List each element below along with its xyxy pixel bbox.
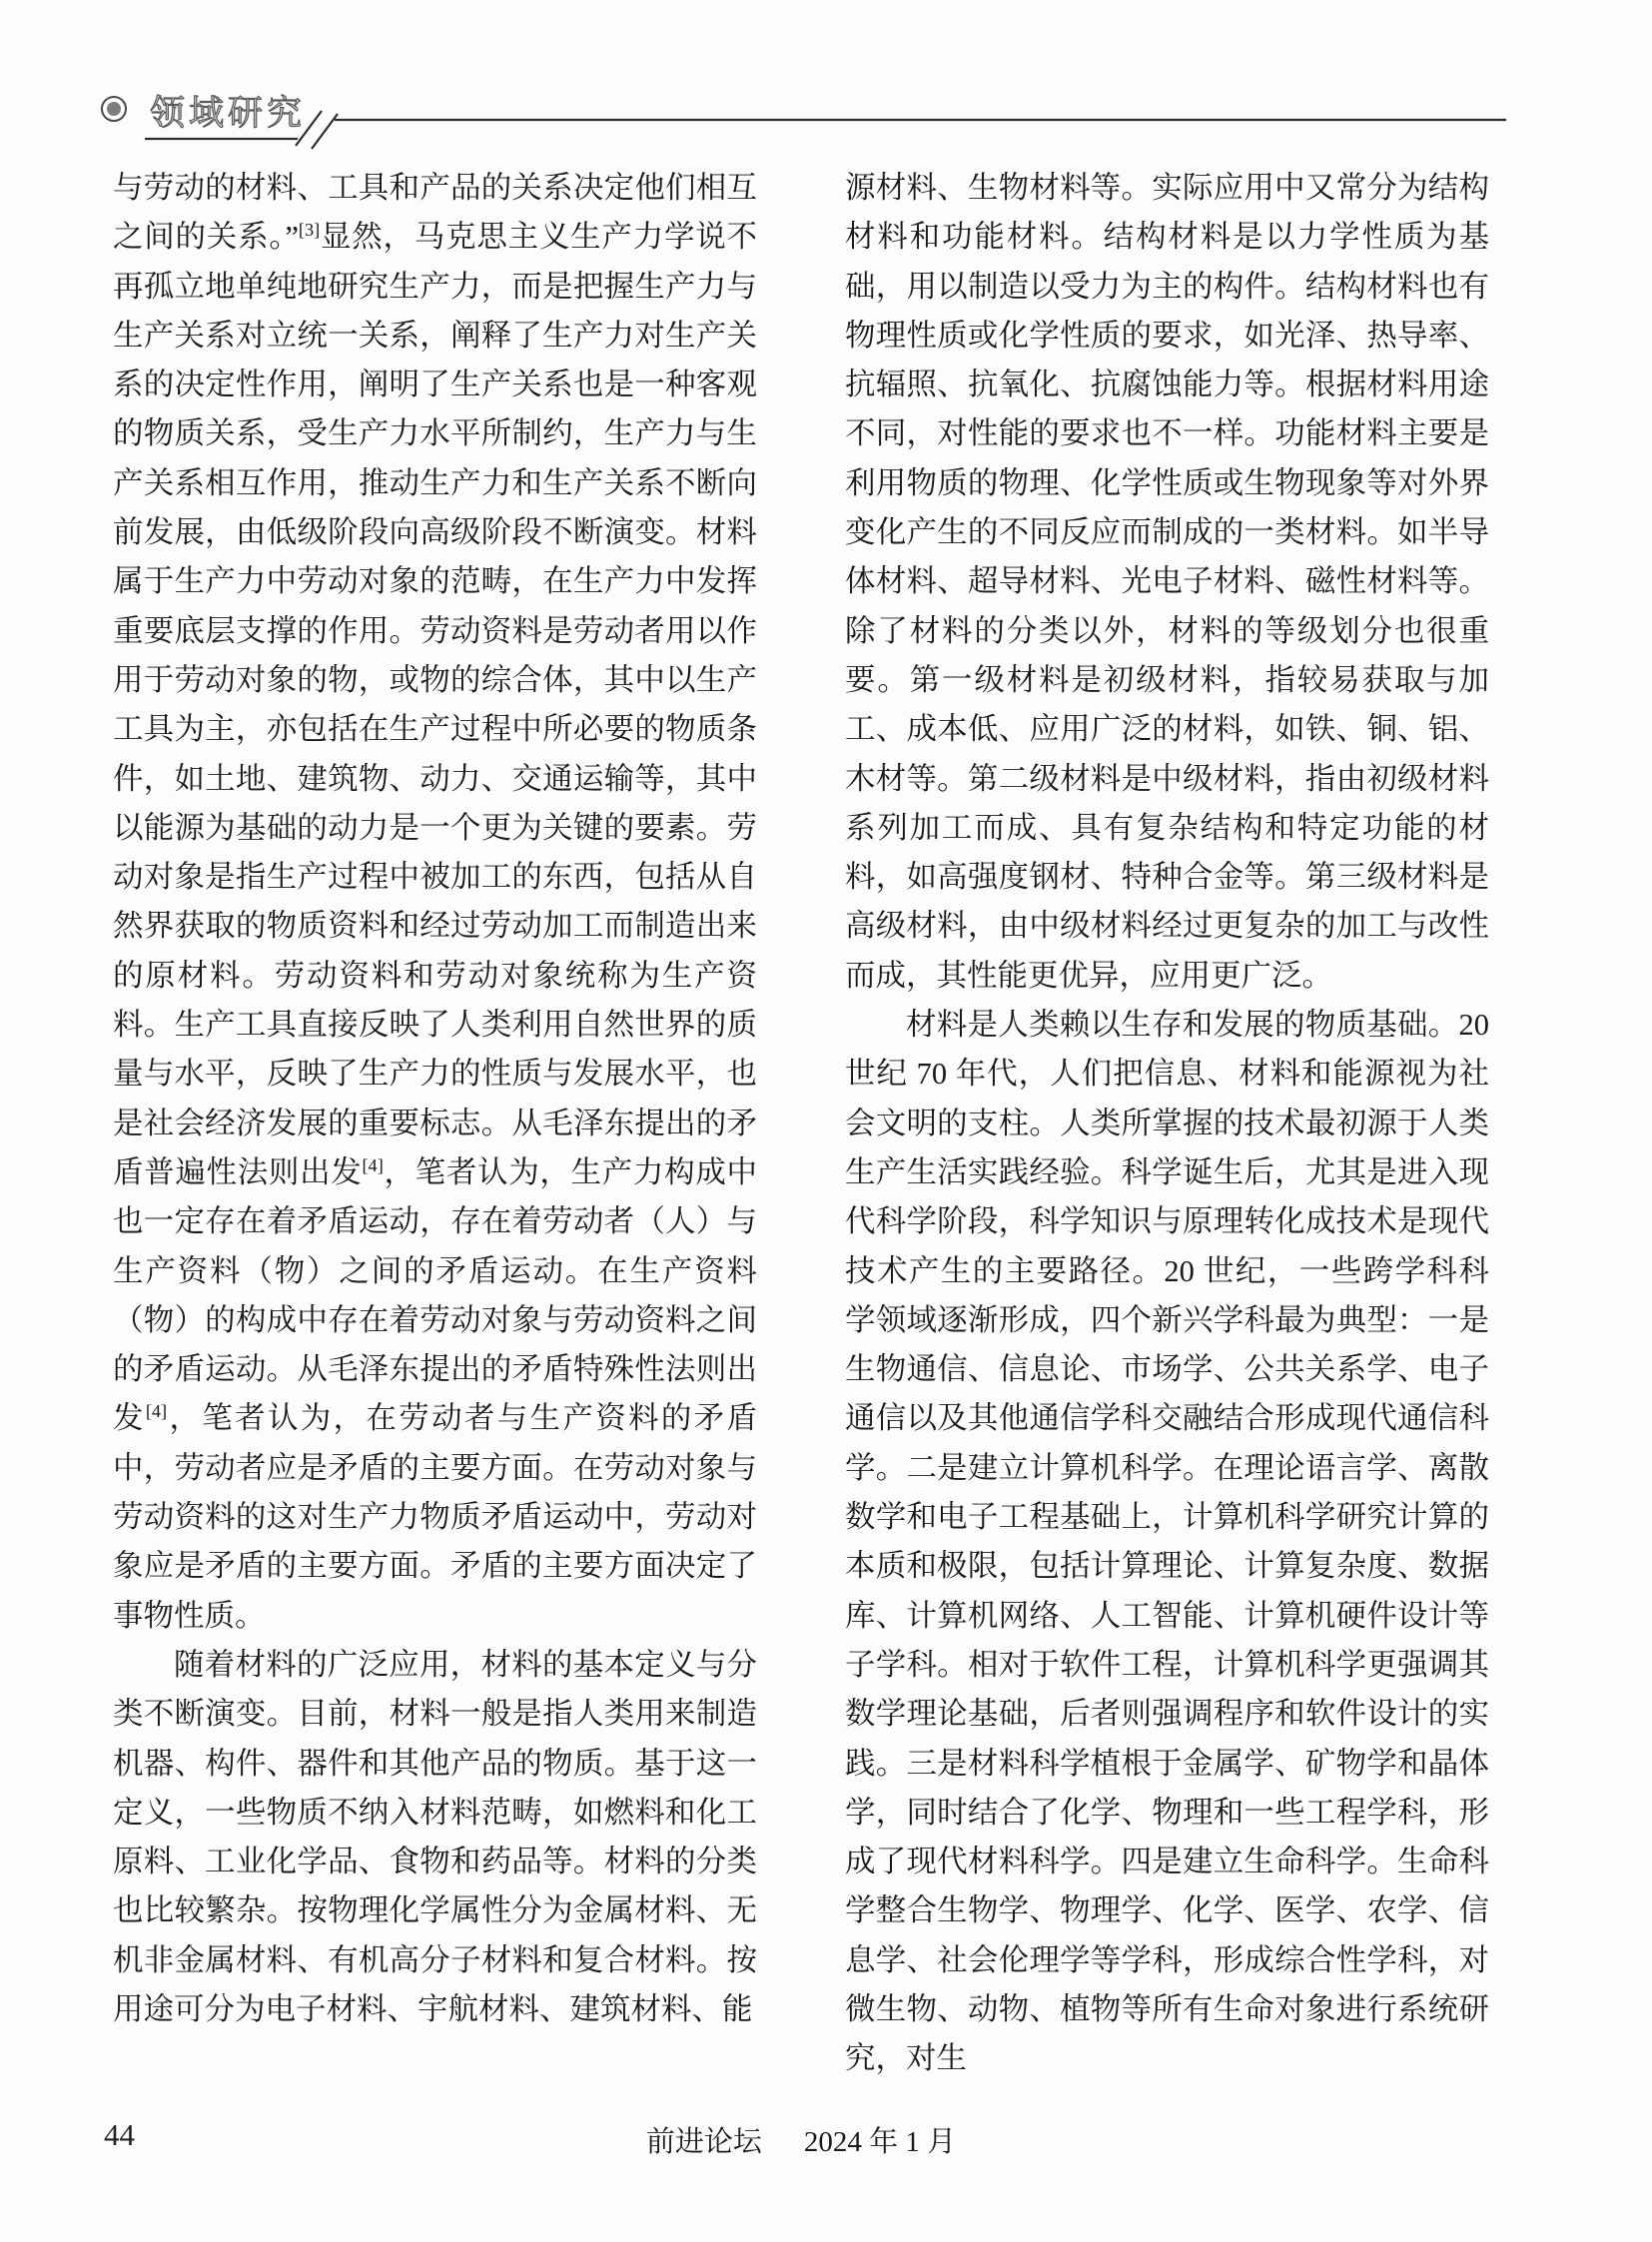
section-label: 领域研究 xyxy=(150,94,307,133)
header-rule xyxy=(0,0,1652,170)
journal-name: 前进论坛 xyxy=(645,2126,762,2158)
issue-date: 2024 年 1 月 xyxy=(803,2126,957,2158)
left-column xyxy=(113,164,757,2084)
text-run: ，笔者认为，在劳动者与生产资料的矛盾中，劳动者应是矛盾的主要方面。在劳动对象与劳动资料的这对生产力物质矛盾运动中，劳动对象应是矛盾的主要方面。矛盾的主要方面决定了事物性质。 xyxy=(113,1401,758,1633)
text-run: 与劳动的材料、工具和产品的关系决定他们相互之间的关系。” xyxy=(113,171,757,255)
bullet-dot xyxy=(107,102,121,116)
citation-ref: [4] xyxy=(362,1154,384,1175)
citation-ref: [4] xyxy=(145,1401,168,1422)
text-run: 材料是人类赖以生存和发展的物质基础。20 世纪 70 年代，人们把信息、材料和能源视为社会文明的支柱。人类所掌握的技术最初源于人类生产生活实践经验。科学诞生后，尤其是进入现代科学阶段，科学知识与原理转化成技术是现代技术产生的主要路径。20 世纪，一些跨学科科学领域逐渐形成，四个新兴学科最为典型：一是生物通信、信息论、市场学、公共关系学、电子通信以及其他通信学科交融结合形成现代通信科学。二是建立计算机科学。在理论语言学、离散数学和电子工程基础上，计算机科学研究计算的本质和极限，包括计算理论、计算复杂度、数据库、计算机网络、人工智能、计算机硬件设计等子学科。相对于软件工程，计算机科学更强调其数学理论基础，后者则强调程序和软件设计的实践。三是材料科学植根于金属学、矿物学和晶体学，同时结合了化学、物理和一些工程学科，形成了现代材料科学。四是建立生命科学。生命科学整合生物学、物理学、化学、医学、农学、信息学、社会伦理学等学科，形成综合性学科，对微生物、动物、植物等所有生命对象进行系统研究，对生 xyxy=(845,1008,1489,2076)
text-run: 随着材料的广泛应用，材料的基本定义与分类不断演变。目前，材料一般是指人类用来制造机器、构件、器件和其他产品的物质。基于这一定义，一些物质不纳入材料范畴，如燃料和化工原料、工业化学品、食物和药品等。材料的分类也比较繁杂。按物理化学属性分为金属材料、无机非金属材料、有机高分子材料和复合材料。按用途可分为电子材料、宇航材料、建筑材料、能 xyxy=(113,1647,757,2026)
page-number: 44 xyxy=(104,2117,135,2152)
text-run: 显然，马克思主义生产力学说不再孤立地单纯地研究生产力，而是把握生产力与生产关系对立统一关系，阐释了生产力对生产关系的决定性作用，阐明了生产关系也是一种客观的物质关系，受生产力水平所制约，生产力与生产关系相互作用，推动生产力和生产关系不断向前发展，由低级阶段向高级阶段不断演变。材料属于生产力中劳动对象的范畴，在生产力中发挥重要底层支撑的作用。劳动资料是劳动者用以作用于劳动对象的物，或物的综合体，其中以生产工具为主，亦包括在生产过程中所必要的物质条件，如土地、建筑物、动力、交通运输等，其中以能源为基础的动力是一个更为关键的要素。劳动对象是指生产过程中被加工的东西，包括从自然界获取的物质资料和经过劳动加工而制造出来的原材料。劳动资料和劳动对象统称为生产资料。生产工具直接反映了人类利用自然世界的质量与水平，反映了生产力的性质与发展水平，也是社会经济发展的重要标志。从毛泽东提出的矛盾普遍性法则出发 xyxy=(113,220,757,1189)
text-run: 源材料、生物材料等。实际应用中又常分为结构材料和功能材料。结构材料是以力学性质为基础，用以制造以受力为主的构件。结构材料也有物理性质或化学性质的要求，如光泽、热导率、抗辐照、抗氧化、抗腐蚀能力等。根据材料用途不同，对性能的要求也不一样。功能材料主要是利用物质的物理、化学性质或生物现象等对外界变化产生的不同反应而制成的一类材料。如半导体材料、超导材料、光电子材料、磁性材料等。除了材料的分类以外，材料的等级划分也很重要。第一级材料是初级材料，指较易获取与加工、成本低、应用广泛的材料，如铁、铜、铝、木材等。第二级材料是中级材料，指由初级材料系列加工而成、具有复杂结构和特定功能的材料，如高强度钢材、特种合金等。第三级材料是高级材料，由中级材料经过更复杂的加工与改性而成，其性能更优异，应用更广泛。 xyxy=(845,171,1489,993)
text-run: ，笔者认为，生产力构成中也一定存在着矛盾运动，存在着劳动者（人）与生产资料（物）之间的矛盾运动。在生产资料（物）的构成中存在着劳动对象与劳动资料之间的矛盾运动。从毛泽东提出的矛盾特殊性法则出发 xyxy=(113,1154,757,1436)
section-bullet-icon xyxy=(101,96,127,122)
paragraph xyxy=(113,164,757,1641)
paragraph xyxy=(113,1641,757,2034)
citation-ref: [3] xyxy=(298,220,321,241)
journal-footer-line xyxy=(113,2119,1489,2160)
article-body xyxy=(113,164,1489,2084)
paragraph xyxy=(845,1001,1489,2084)
paragraph xyxy=(845,164,1489,1001)
right-column xyxy=(845,164,1489,2084)
